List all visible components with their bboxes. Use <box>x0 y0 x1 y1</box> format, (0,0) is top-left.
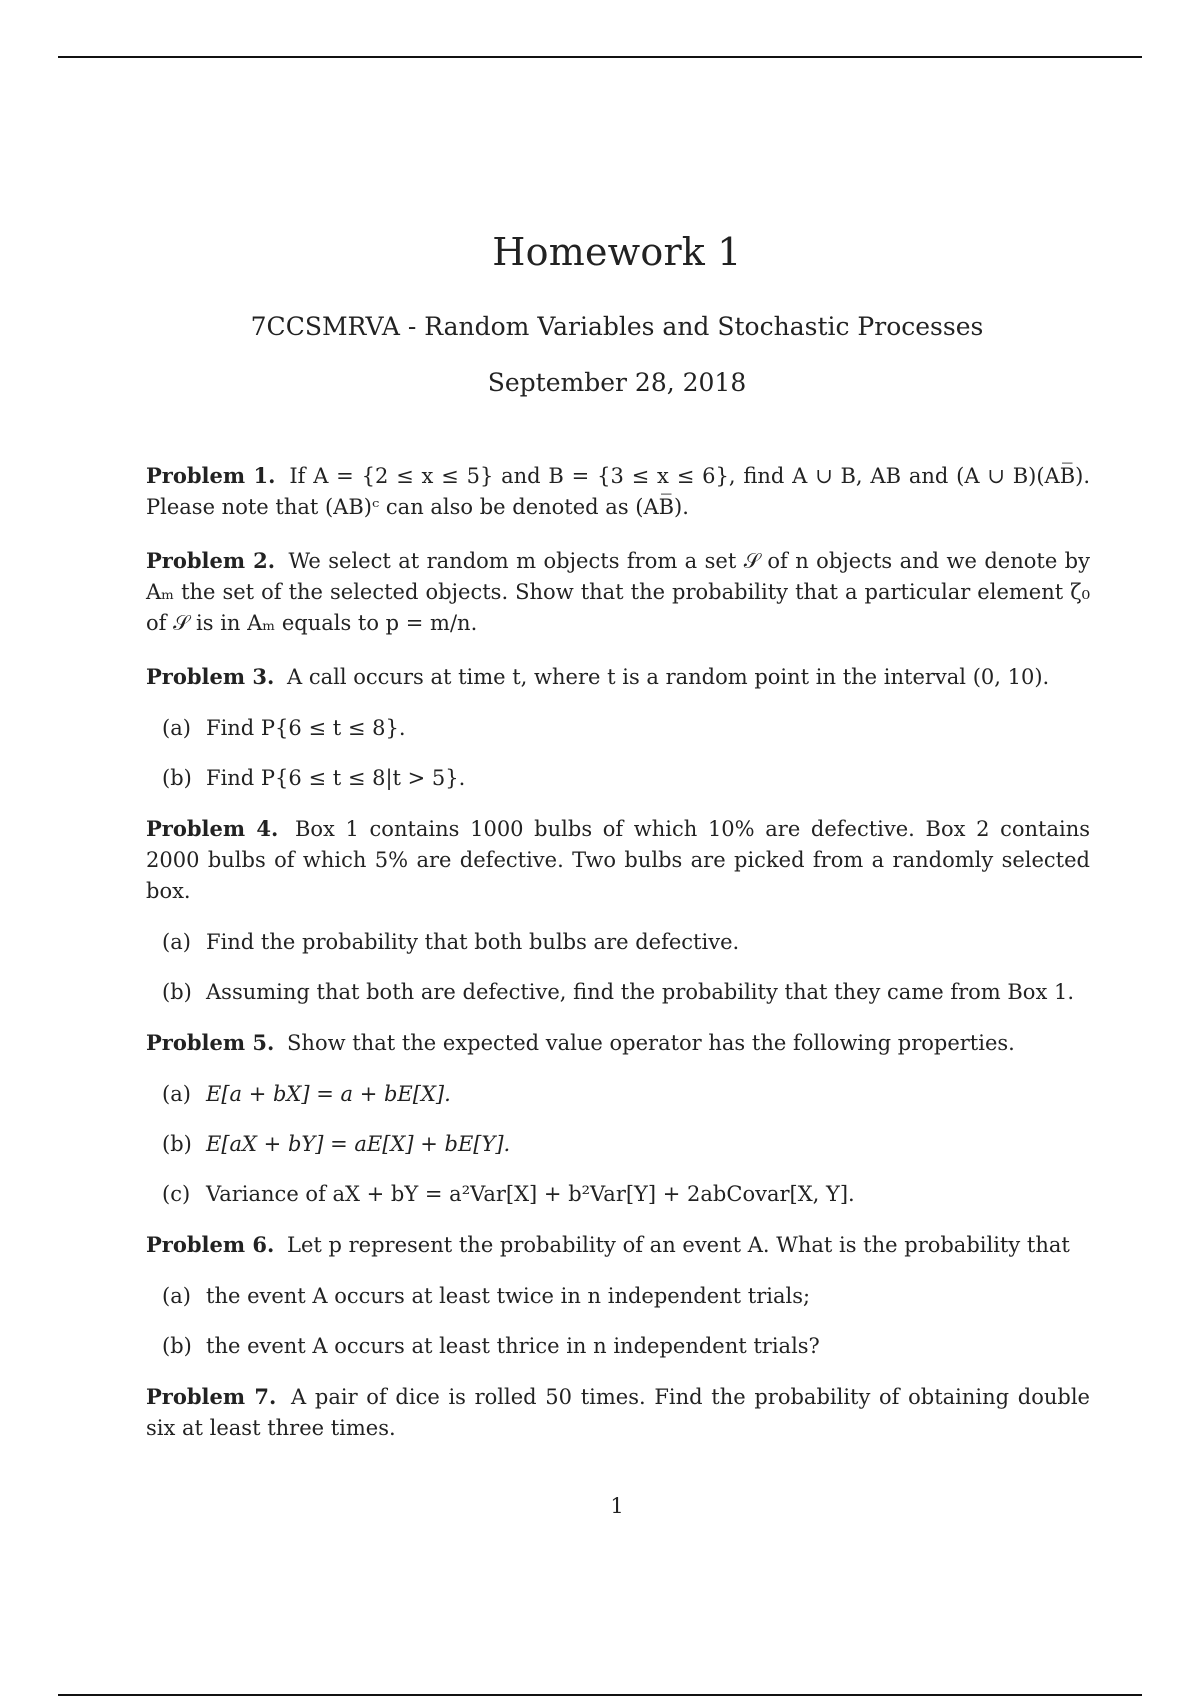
list-item <box>162 1179 1090 1210</box>
item-tag: (b) <box>162 1334 192 1358</box>
item-text: the event A occurs at least thrice in n independent trials? <box>206 1334 820 1358</box>
date: September 28, 2018 <box>487 368 747 397</box>
problem-6-items <box>146 1281 1090 1362</box>
list-item <box>162 1079 1090 1110</box>
problem-4-items <box>146 927 1090 1008</box>
problem-text: A pair of dice is rolled 50 times. Find the probability of obtaining double six at least three times. <box>146 1385 1090 1440</box>
list-item <box>162 1129 1090 1160</box>
problem-3-items <box>146 713 1090 794</box>
item-text: E[aX + bY] = aE[X] + bE[Y]. <box>206 1132 511 1156</box>
item-text: Find the probability that both bulbs are defective. <box>206 930 740 954</box>
item-text: Find P{6 ≤ t ≤ 8}. <box>206 716 406 740</box>
problem-text: If A = {2 ≤ x ≤ 5} and B = {3 ≤ x ≤ 6}, find A ∪ B, AB and (A ∪ B)(AB̅). Please note that (AB)ᶜ can also be denoted as (AB̅). <box>146 464 1090 519</box>
item-tag: (b) <box>162 980 192 1004</box>
problem-text: A call occurs at time t, where t is a random point in the interval (0, 10). <box>287 665 1050 689</box>
bottom-rule <box>58 1694 1142 1696</box>
item-tag: (b) <box>162 766 192 790</box>
list-item <box>162 713 1090 744</box>
problem-2 <box>146 545 1090 639</box>
list-item <box>162 763 1090 794</box>
problem-3 <box>146 661 1090 693</box>
problem-6 <box>146 1229 1090 1261</box>
list-item <box>162 977 1090 1008</box>
page-title: Homework 1 <box>492 230 742 274</box>
item-text: E[a + bX] = a + bE[X]. <box>206 1082 451 1106</box>
problems-body <box>146 460 1090 1466</box>
problem-5-items <box>146 1079 1090 1210</box>
item-tag: (a) <box>162 1082 191 1106</box>
page-number: 1 <box>610 1494 624 1518</box>
problem-7 <box>146 1381 1090 1444</box>
problem-label: Problem 4. <box>146 816 279 841</box>
top-rule <box>58 56 1142 58</box>
problem-label: Problem 1. <box>146 463 276 488</box>
course-subtitle: 7CCSMRVA - Random Variables and Stochastic Processes <box>250 312 984 341</box>
item-tag: (a) <box>162 716 191 740</box>
item-text: Find P{6 ≤ t ≤ 8|t > 5}. <box>206 766 466 790</box>
item-text: Assuming that both are defective, find the probability that they came from Box 1. <box>206 980 1075 1004</box>
problem-text: Show that the expected value operator has the following properties. <box>287 1031 1015 1055</box>
item-tag: (b) <box>162 1132 192 1156</box>
item-text: Variance of aX + bY = a²Var[X] + b²Var[Y] + 2abCovar[X, Y]. <box>206 1182 855 1206</box>
list-item <box>162 1281 1090 1312</box>
problem-1 <box>146 460 1090 523</box>
problem-label: Problem 3. <box>146 664 275 689</box>
item-tag: (a) <box>162 1284 191 1308</box>
problem-label: Problem 2. <box>146 548 276 573</box>
item-tag: (a) <box>162 930 191 954</box>
problem-label: Problem 6. <box>146 1232 275 1257</box>
problem-label: Problem 7. <box>146 1384 277 1409</box>
item-text: the event A occurs at least twice in n independent trials; <box>206 1284 811 1308</box>
problem-5 <box>146 1027 1090 1059</box>
problem-label: Problem 5. <box>146 1030 275 1055</box>
problem-text: Box 1 contains 1000 bulbs of which 10% are defective. Box 2 contains 2000 bulbs of which 5% are defective. Two bulbs are picked from a randomly selected box. <box>146 817 1090 903</box>
problem-text: Let p represent the probability of an event A. What is the probability that <box>287 1233 1070 1257</box>
item-tag: (c) <box>162 1182 191 1206</box>
problem-4 <box>146 813 1090 907</box>
list-item <box>162 927 1090 958</box>
problem-text: We select at random m objects from a set 𝒮 of n objects and we denote by Aₘ the set of the selected objects. Show that the probability that a particular element ζ₀ of 𝒮 is in Aₘ equals to p = m/n. <box>146 549 1090 635</box>
list-item <box>162 1331 1090 1362</box>
